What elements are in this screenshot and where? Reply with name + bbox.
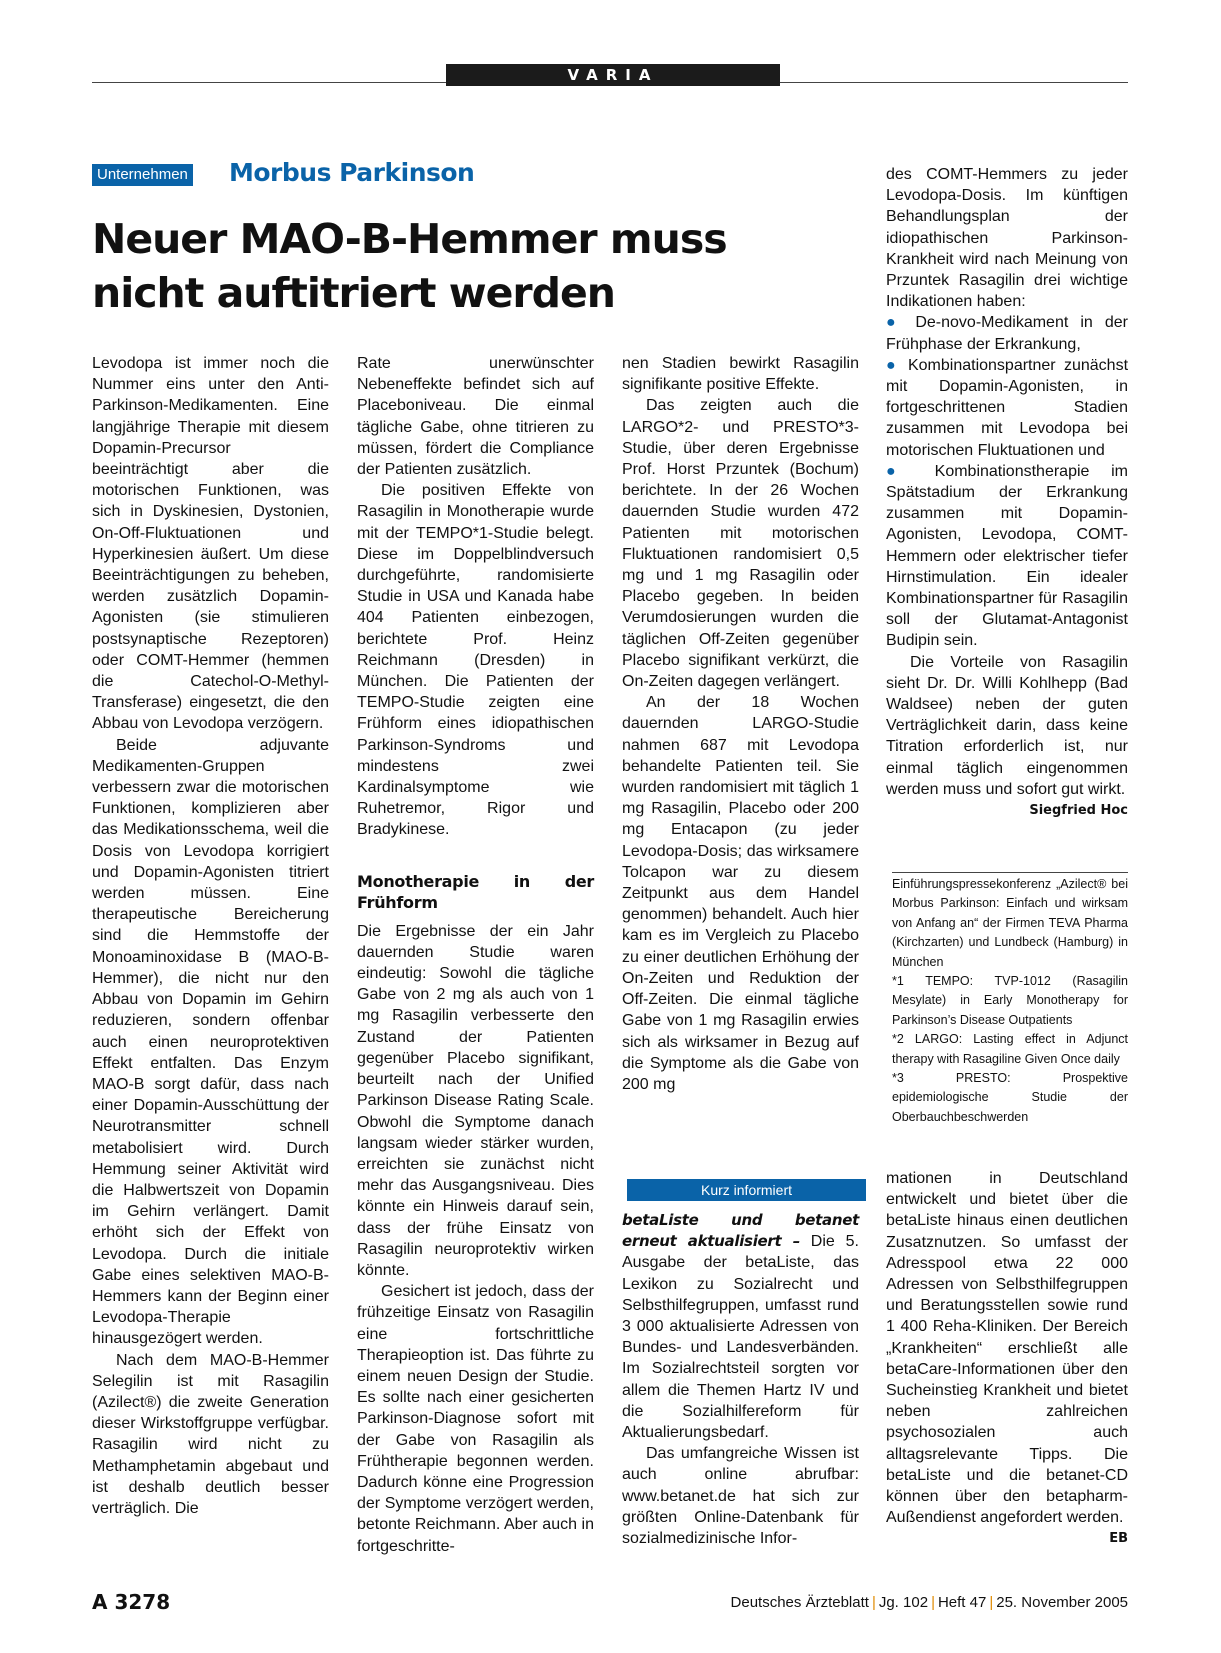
paragraph: mationen in Deutschland entwickelt und bietet über die betaListe hinaus einen deutlichen Zusatznutzen. So umfasst der Adresspool etwa 22 000 Adressen von Selbsthilfegruppen und Beratungsstellen sowie rund 1 400 Reha-Kliniken. Der Bereich „Krankheiten“ erschließt alle betaCare-Informationen über den Sucheinstieg Krankheit und bietet neben zahlreichen psychosozialen auch alltagsrelevante Tipps. Die betaListe und die betanet-CD können über den betapharm-Außendienst angefordert werden. EB — [886, 1168, 1128, 1528]
article-column-2 — [357, 353, 594, 1557]
article-column-3 — [622, 353, 859, 1095]
footnote: *3 PRESTO: Prospektive epidemiologische Studie der Oberbauchbeschwerden — [892, 1071, 1128, 1124]
kurz-column-2 — [886, 1168, 1128, 1550]
subheading: Monotherapie in der Frühform — [357, 871, 594, 912]
journal-name: Deutsches Ärzteblatt — [730, 1594, 869, 1611]
bullet-icon: ● — [886, 462, 913, 480]
bullet-item: ● De-novo-Medikament in der Frühphase der Erkrankung, — [886, 314, 1128, 353]
kurz-informiert-label: Kurz informiert — [627, 1179, 866, 1201]
page-number: A 3278 — [92, 1590, 171, 1614]
footnotes — [892, 872, 1128, 1127]
paragraph: Die Ergebnisse der ein Jahr dauernden Studie waren eindeutig: Sowohl die tägliche Gabe von 2 mg als auch von 1 mg Rasagilin verbesserte den Zustand der Patienten gegenüber Placebo signifikant, beurteilt nach der Unified Parkinson Disease Rating Scale. Obwohl die Symptome danach langsam wieder stärker wurden, erreichten sie zunächst nicht mehr das Ausgangsniveau. Dies könnte ein Hinweis darauf sein, dass der frühe Einsatz von Rasagilin neuroprotektiv wirken könnte. — [357, 922, 594, 1279]
paragraph: Nach dem MAO-B-Hemmer Selegilin ist mit Rasagilin (Azilect®) die zweite Generation dieser Wirkstoffgruppe verfügbar. Rasagilin wird nicht zu Methamphetamin abgebaut und ist deshalb deutlich besser verträglich. Die — [92, 1351, 329, 1517]
article-column-4 — [886, 164, 1128, 821]
paragraph: Beide adjuvante Medikamenten-Gruppen verbessern zwar die motorischen Funktionen, komplizieren aber das Medikationsschema, weil die Dosis von Levodopa korrigiert und Dopamin-Agonisten titriert werden müssen. Eine therapeutische Bereicherung sind die Hemmstoffe der Monoaminoxidase B (MAO-B-Hemmer), die nicht nur den Abbau von Dopamin im Gehirn reduzieren, sondern offenbar auch einen neuroprotektiven Effekt entfalten. Das Enzym MAO-B sorgt dafür, dass nach einer Dopamin-Ausschüttung der Neurotransmitter schnell metabolisiert wird. Durch Hemmung seiner Aktivität wird die Halbwertszeit von Dopamin im Gehirn verlängert. Damit erhöht sich der Effekt von Levodopa. Durch die initiale Gabe eines selektiven MAO-B-Hemmers kann der Beginn einer Levodopa-Therapie hinausgezögert werden. — [92, 736, 329, 1348]
author-signature: EB — [1109, 1531, 1128, 1547]
footnote: *2 LARGO: Lasting effect in Adjunct therapy with Rasagiline Given Once daily — [892, 1032, 1128, 1066]
footnote-rule — [892, 872, 1128, 873]
paragraph: An der 18 Wochen dauernden LARGO-Studie nahmen 687 mit Levodopa behandelte Patienten teil. Sie wurden randomisiert mit täglich 1 mg Rasagilin, Placebo oder 200 mg Entacapon (zu jeder Levodopa-Dosis; das wirksamere Tolcapon war zu diesem Zeitpunkt aus dem Handel genommen) behandelt. Auch hier kam es im Vergleich zu Placebo zu einer deutlichen Erhöhung der On-Zeiten und Reduktion der Off-Zeiten. Die einmal tägliche Gabe von 1 mg Rasagilin erwies sich als wirksamer in Bezug auf die Symptome als die Gabe von 200 mg — [622, 694, 859, 1093]
author-signature: Siegfried Hoc — [1029, 803, 1128, 819]
paragraph: betaListe und betanet erneut aktualisiert – Die 5. Ausgabe der betaListe, das Lexikon zu Sozialrecht und Selbsthilfegruppen, umfasst rund 3 000 aktualisierte Adressen von Bundes- und Landesverbänden. Im Sozialrechtsteil sorgten vor allem die Themen Hartz IV und die Sozialhilfereform für Aktualierungsbedarf. — [622, 1211, 859, 1442]
journal-date: 25. November 2005 — [996, 1594, 1128, 1611]
paragraph: des COMT-Hemmers zu jeder Levodopa-Dosis. Im künftigen Behandlungsplan der idiopathischen Parkinson-Krankheit wird nach Meinung von Przuntek Rasagilin drei wichtige Indikationen haben: — [886, 166, 1128, 311]
paragraph: Rate unerwünschter Nebeneffekte befindet sich auf Placeboniveau. Die einmal tägliche Gabe, ohne titrieren zu müssen, fördert die Compliance der Patienten zusätzlich. — [357, 355, 594, 479]
category-tag: Unternehmen — [92, 164, 193, 186]
footnote: Einführungspressekonferenz „Azilect® bei Morbus Parkinson: Einfach und wirksam von Anfang an“ der Firmen TEVA Pharma (Kirchzarten) und Lundbeck (Hamburg) in München — [892, 877, 1128, 969]
journal-issue: Heft 47 — [937, 1594, 987, 1611]
journal-volume: Jg. 102 — [878, 1594, 929, 1611]
paragraph: Levodopa ist immer noch die Nummer eins unter den Anti-Parkinson-Medikamenten. Eine langjährige Therapie mit diesem Dopamin-Precursor beeinträchtigt aber die motorischen Funktionen, was sich in Dyskinesien, Dystonien, On-Off-Fluktuationen und Hyperkinesien äußert. Um diese Beeinträchtigungen zu beheben, werden zusätzlich Dopamin-Agonisten (sie stimulieren postsynaptische Rezeptoren) oder COMT-Hemmer (hemmen die Catechol-O-Methyl-Transferase) eingesetzt, die den Abbau von Levodopa verzögern. — [92, 355, 329, 733]
bullet-item: ● Kombinationstherapie im Spätstadium der Erkrankung zusammen mit Dopamin-Agonisten, Levodopa, COMT-Hemmern oder elektrischer tiefer Hirnstimulation. Ein idealer Kombinationspartner für Rasagilin soll der Glutamat-Antagonist Budipin sein. — [886, 462, 1129, 650]
paragraph: Die positiven Effekte von Rasagilin in Monotherapie wurde mit der TEMPO*1-Studie belegt. Diese im Doppelblindversuch durchgeführte, randomisierte Studie in USA und Kanada habe 404 Patienten einbezogen, berichtete Prof. Heinz Reichmann (Dresden) in München. Die Patienten der TEMPO-Studie zeigten eine Frühform eines idiopathischen Parkinson-Syndroms und mindestens zwei Kardinalsymptome wie Ruhetremor, Rigor und Bradykinese. — [357, 482, 594, 839]
section-label: VARIA — [446, 64, 780, 86]
paragraph: nen Stadien bewirkt Rasagilin signifikante positive Effekte. — [622, 355, 859, 394]
article-headline: Neuer MAO-B-Hemmer muss nicht auftitriert werden — [92, 215, 727, 317]
paragraph: Das umfangreiche Wissen ist auch online abrufbar: www.betanet.de hat sich zur größten Online-Datenbank für sozialmedizinische Infor- — [622, 1445, 859, 1548]
article-kicker: Morbus Parkinson — [229, 158, 475, 187]
bullet-icon: ● — [886, 314, 904, 332]
kurz-column-1 — [622, 1210, 859, 1549]
bullet-icon: ● — [886, 356, 900, 374]
footnote: *1 TEMPO: TVP-1012 (Rasagilin Mesylate) in Early Monotherapy for Parkinson’s Disease Outpatients — [892, 974, 1128, 1027]
kurz-lead: betaListe und betanet erneut aktualisiert – — [622, 1211, 859, 1251]
paragraph: Das zeigten auch die LARGO*2- und PRESTO*3-Studie, über deren Ergebnisse Prof. Horst Przuntek (Bochum) berichtete. In der 26 Wochen dauernden Studie wurden 472 Patienten mit motorischen Fluktuationen randomisiert 0,5 mg und 1 mg Rasagilin oder Placebo gegeben. In beiden Verumdosierungen wurden die täglichen Off-Zeiten gegenüber Placebo signifikant verkürzt, die On-Zeiten dagegen verlängert. — [622, 397, 859, 691]
paragraph: Die Vorteile von Rasagilin sieht Dr. Dr. Willi Kohlhepp (Bad Waldsee) neben der guten Verträglichkeit darin, dass keine Titration erforderlich ist, nur einmal täglich eingenommen werden muss und sofort gut wirkt. Siegfried Hoc — [886, 652, 1128, 800]
bullet-item: ● Kombinationspartner zunächst mit Dopamin-Agonisten, in fortgeschrittenen Stadien zusammen mit Levodopa bei motorischen Fluktuationen und — [886, 356, 1129, 459]
paragraph: Gesichert ist jedoch, dass der frühzeitige Einsatz von Rasagilin eine fortschrittliche Therapieoption ist. Das führte zu einem neuen Design der Studie. Es sollte nach einer gesicherten Parkinson-Diagnose sofort mit der Gabe von Rasagilin als Frühtherapie begonnen werden. Dadurch könne eine Progression der Symptome verzögert werden, betonte Reichmann. Aber auch in fortgeschritte- — [357, 1283, 594, 1555]
journal-info: Deutsches Ärzteblatt | Jg. 102 | Heft 47 | 25. November 2005 — [730, 1594, 1128, 1611]
article-column-1 — [92, 353, 329, 1519]
